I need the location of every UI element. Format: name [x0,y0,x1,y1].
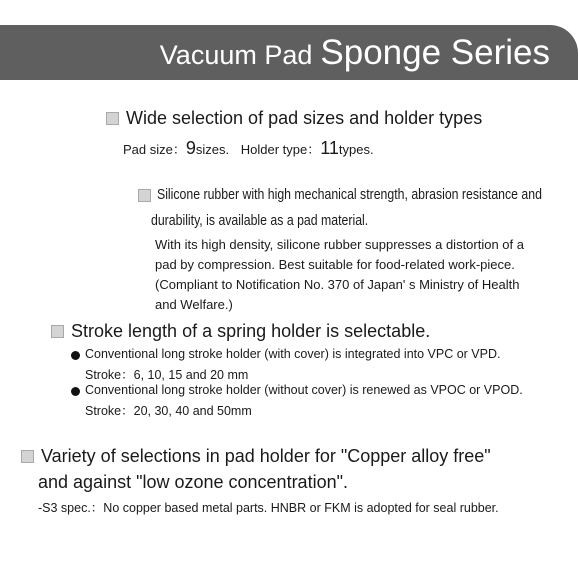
title-series: Sponge Series [320,33,550,72]
bullet-text: Conventional long stroke holder (with cover) is integrated into VPC or VPD. [85,347,501,361]
pad-size-unit: sizes. [195,142,230,157]
square-bullet-icon [21,450,34,463]
section4-heading-line2: and against "low ozone concentration". [38,472,348,492]
section2-body-line: (Compliant to Notification No. 370 of Japan' s Ministry of Health [155,277,520,292]
bullet-stroke: Stroke：6, 10, 15 and 20 mm [85,368,249,382]
section2-body-line: and Welfare.) [155,297,233,312]
holder-type-unit: types. [338,142,374,157]
square-bullet-icon [51,325,64,338]
holder-type-label: Holder type： [240,142,321,157]
section3-heading: Stroke length of a spring holder is selectable. [71,321,431,341]
holder-type-value: 11 [320,138,339,158]
round-bullet-icon [71,387,80,396]
section2-heading-line2: durability, is available as a pad material. [151,212,369,229]
section4-note: -S3 spec.：No copper based metal parts. HNBR or FKM is adopted for seal rubber. [38,501,499,515]
page-title [160,33,550,73]
section4-heading-line1: Variety of selections in pad holder for "Copper alloy free" [41,446,491,466]
bullet-stroke: Stroke：20, 30, 40 and 50mm [85,404,252,418]
section2-body-line: pad by compression. Best suitable for food-related work-piece. [155,257,515,272]
section1-heading: Wide selection of pad sizes and holder types [126,108,483,128]
section2-body-line: With its high density, silicone rubber suppresses a distortion of a [155,237,524,252]
section2-heading-line1: Silicone rubber with high mechanical strength, abrasion resistance and [157,186,542,203]
pad-size-value: 9 [185,138,196,158]
bullet-text: Conventional long stroke holder (without cover) is renewed as VPOC or VPOD. [85,383,523,397]
square-bullet-icon [106,112,119,125]
title-banner [0,25,578,80]
round-bullet-icon [71,351,80,360]
pad-size-label: Pad size： [123,142,186,157]
title-prefix: Vacuum Pad [159,40,313,70]
square-bullet-icon [138,189,151,202]
pad-size-line [123,138,374,159]
